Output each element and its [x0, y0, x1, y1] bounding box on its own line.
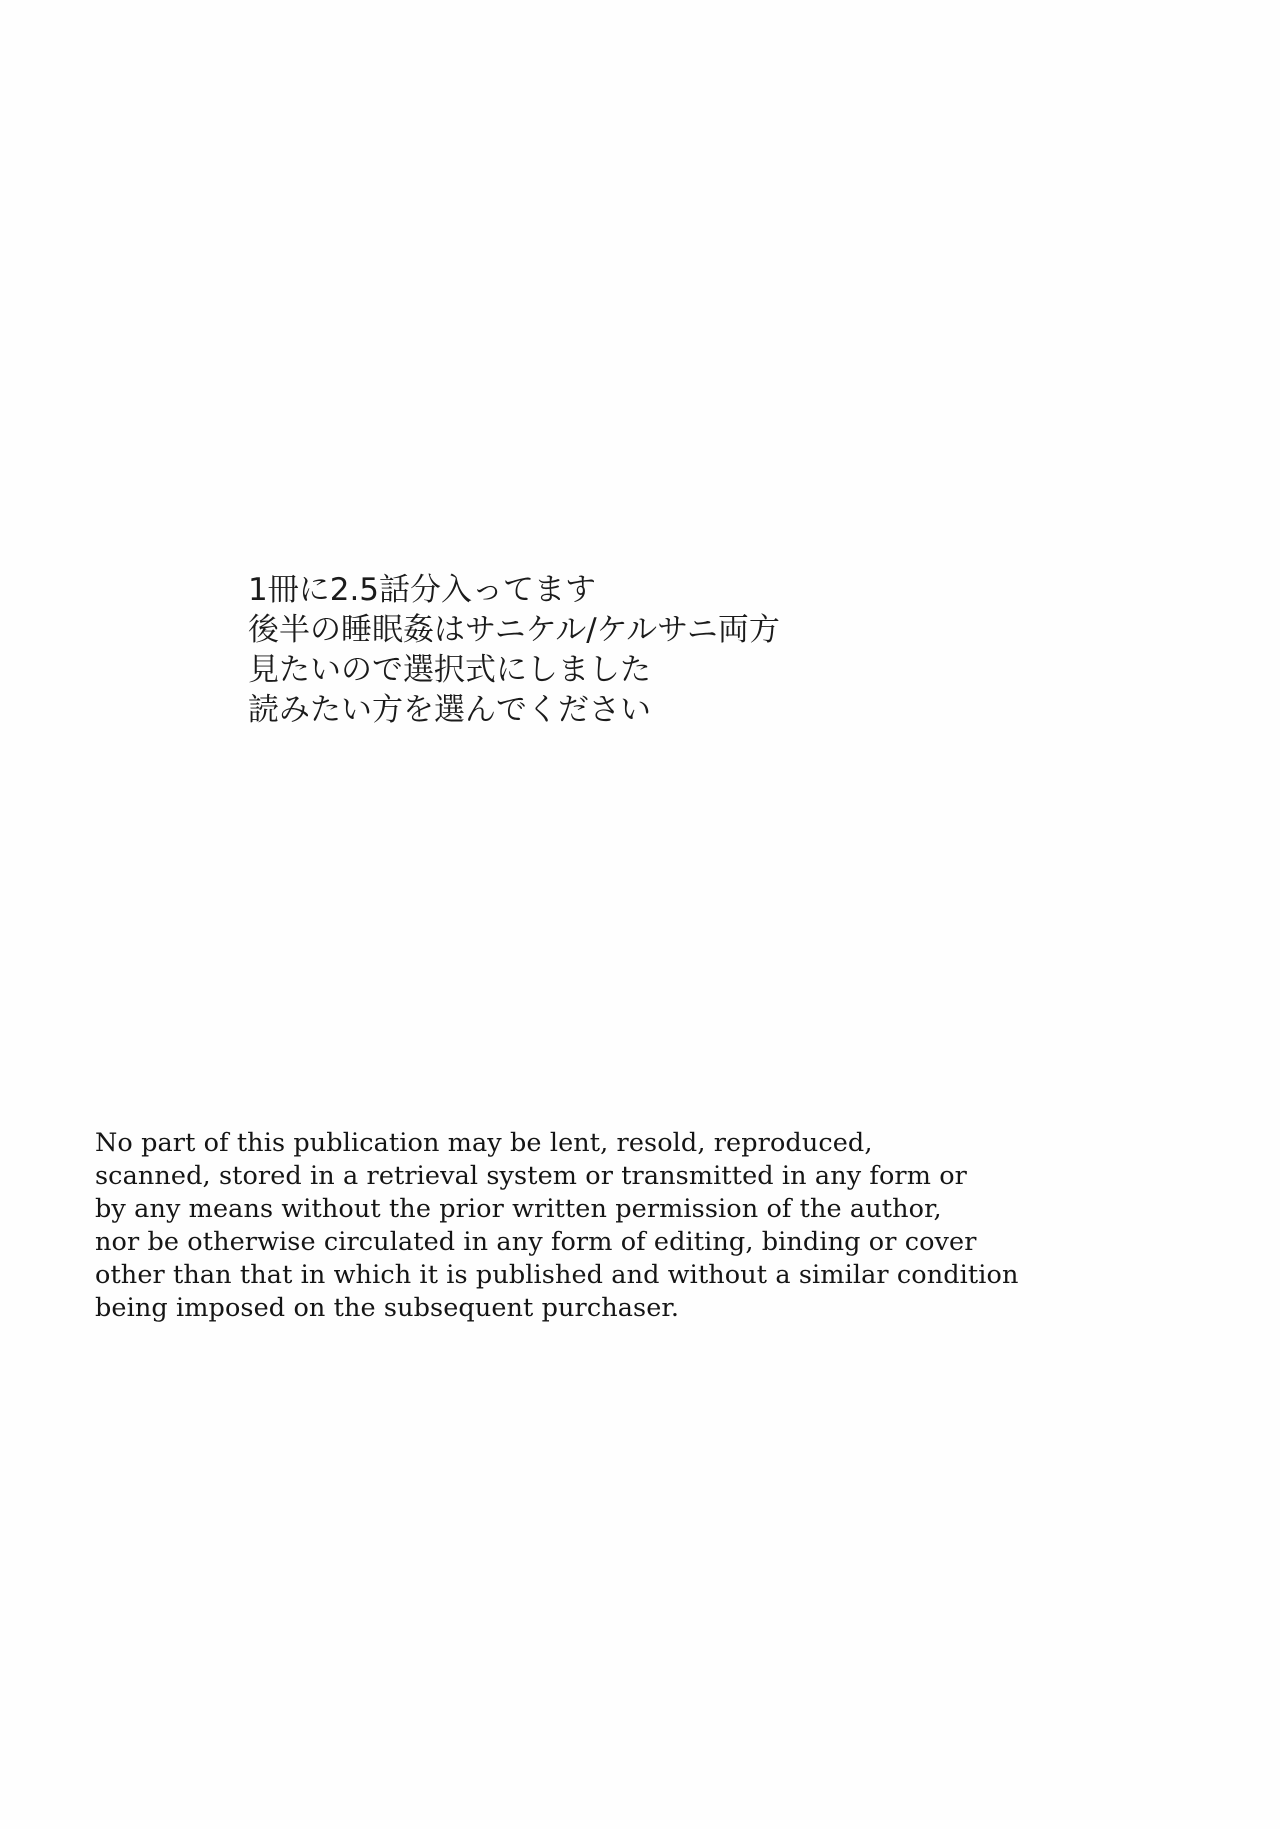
copyright-notice-line: being imposed on the subsequent purchaser.: [95, 1293, 680, 1323]
copyright-notice-line: other than that in which it is published and without a similar condition: [95, 1260, 1019, 1290]
japanese-notice-line: 1冊に2.5話分入ってます: [248, 572, 597, 608]
japanese-notice-line: 後半の睡眠姦はサニケル/ケルサニ両方: [248, 612, 780, 648]
copyright-notice: [95, 1127, 1105, 1325]
copyright-notice-line: No part of this publication may be lent, resold, reproduced,: [95, 1128, 873, 1158]
japanese-notice-line: 見たいので選択式にしました: [248, 652, 651, 688]
japanese-notice: [248, 570, 1048, 730]
copyright-notice-line: nor be otherwise circulated in any form of editing, binding or cover: [95, 1227, 977, 1257]
copyright-notice-line: scanned, stored in a retrieval system or transmitted in any form or: [95, 1161, 967, 1191]
japanese-notice-line: 読みたい方を選んでください: [248, 692, 651, 728]
copyright-notice-line: by any means without the prior written permission of the author,: [95, 1194, 942, 1224]
